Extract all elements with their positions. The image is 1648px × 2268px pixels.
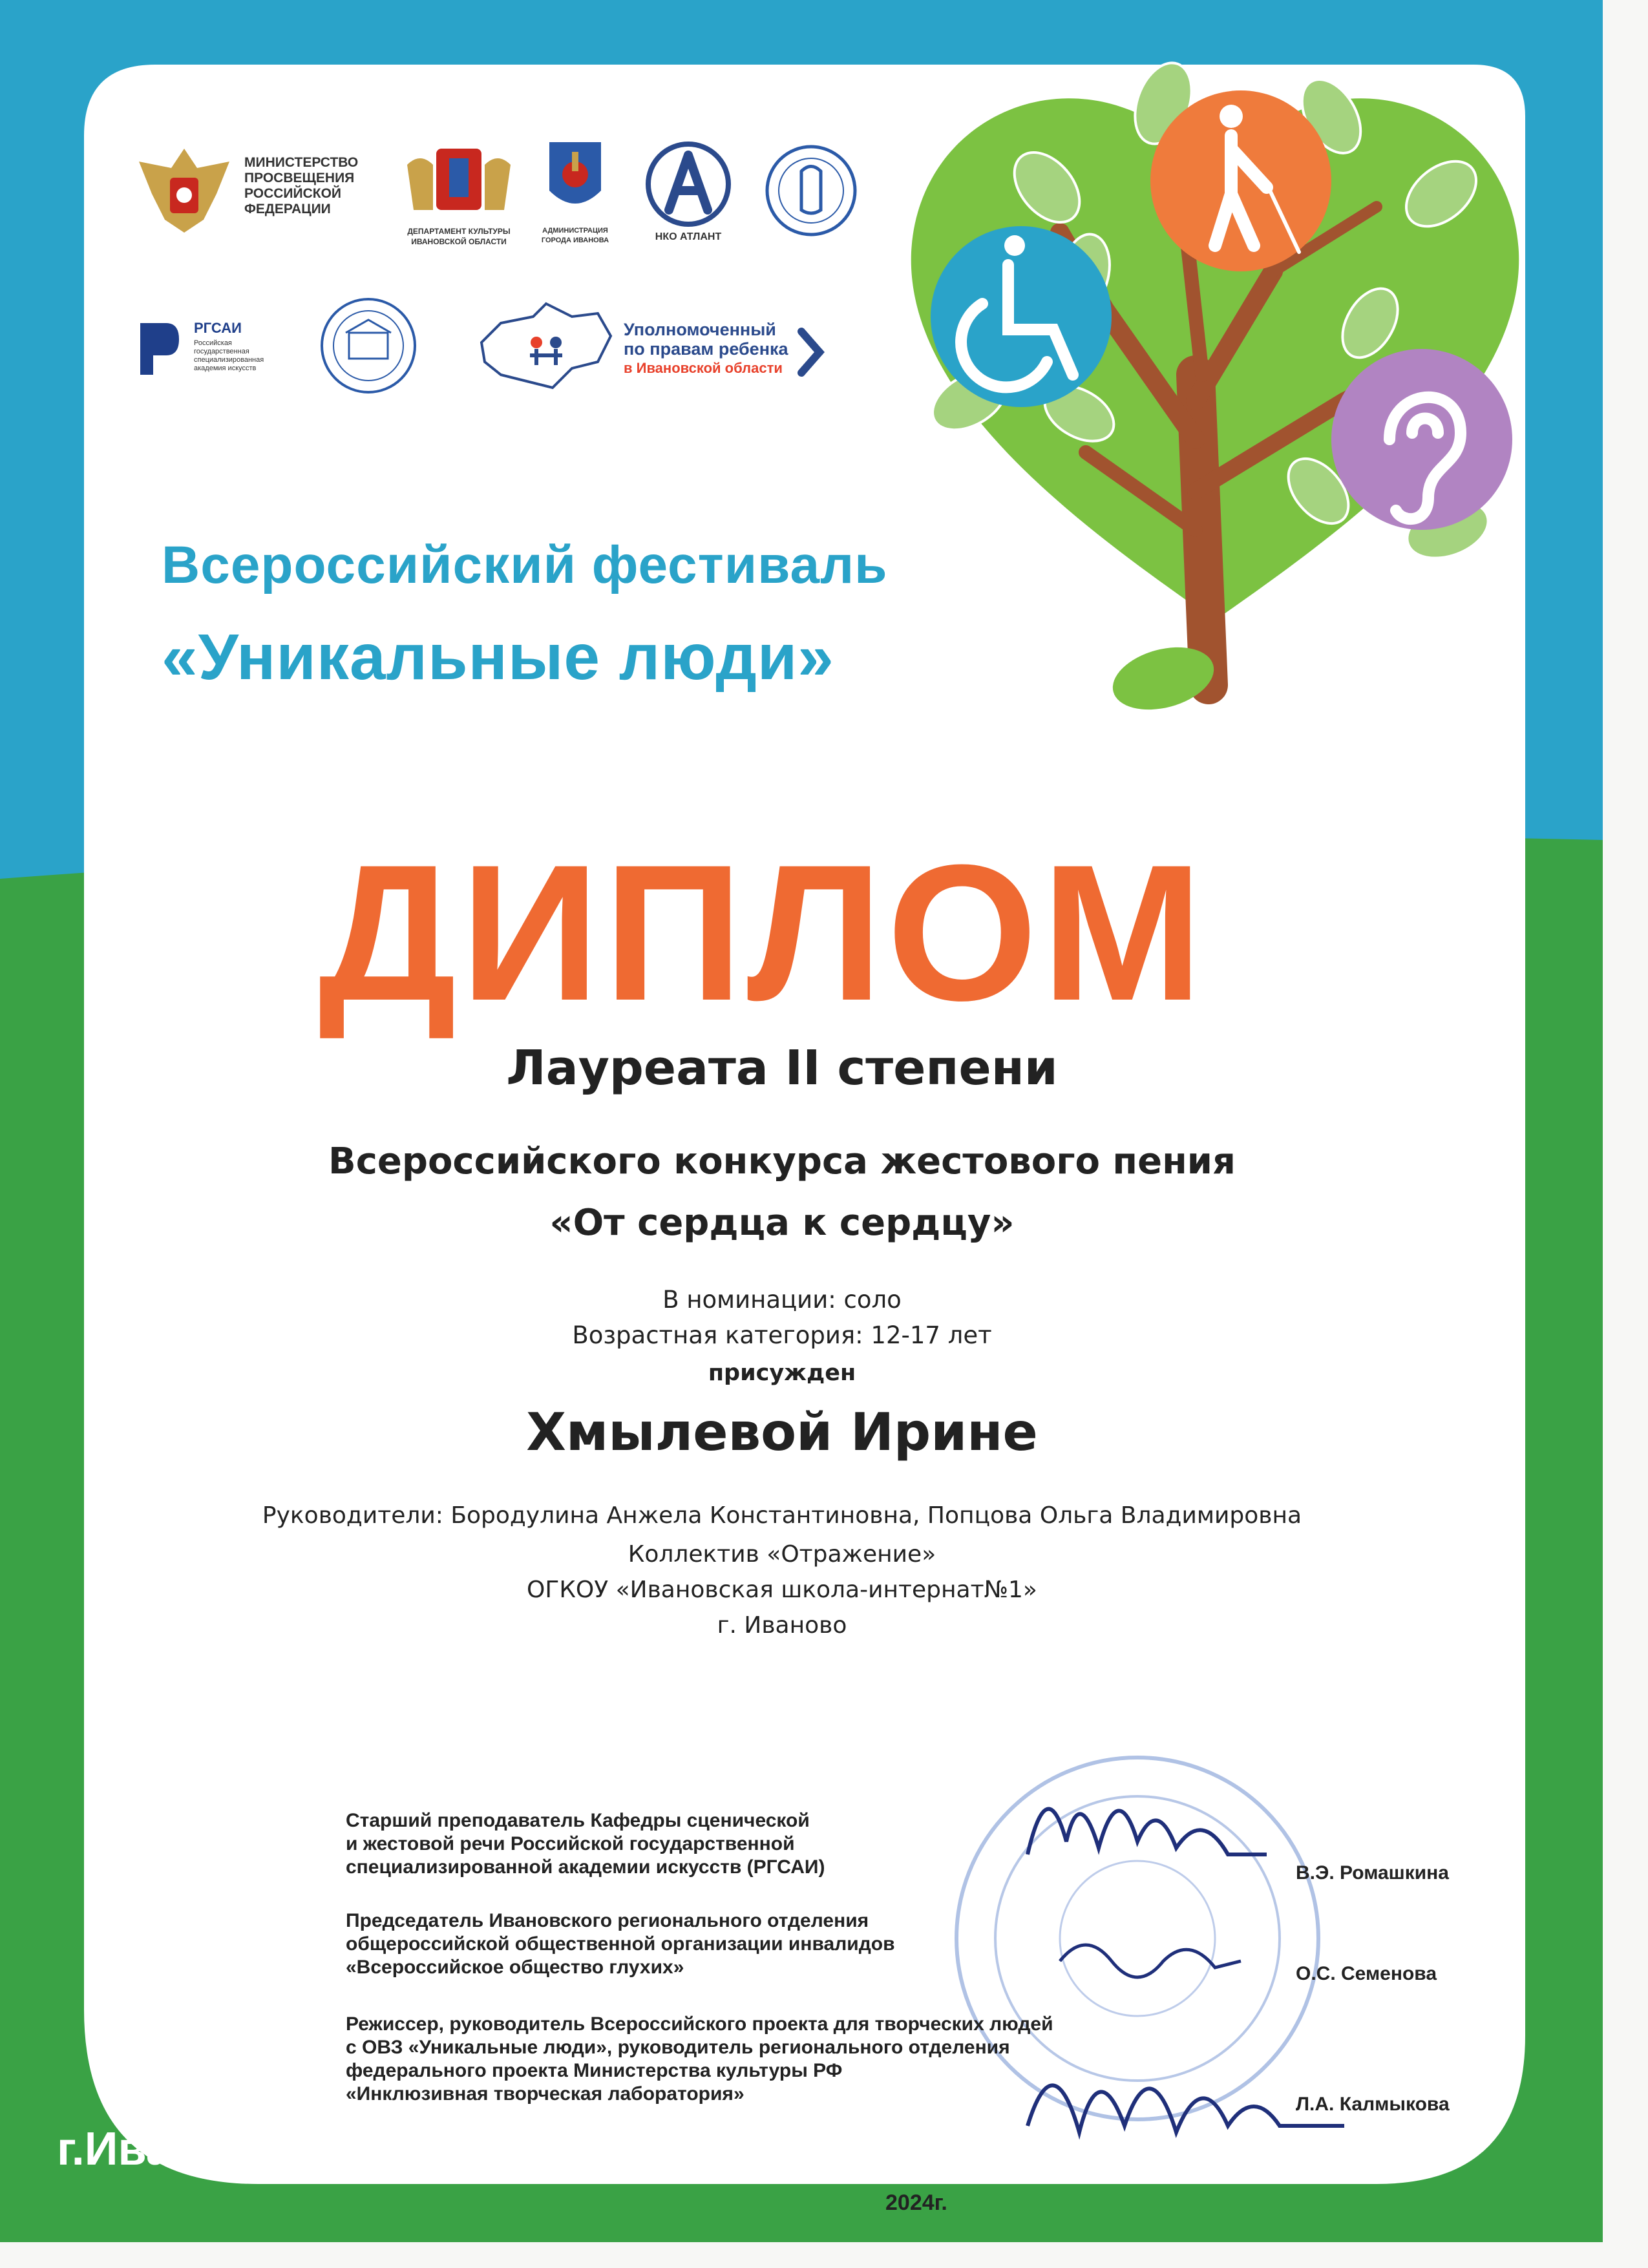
- signatory-3-position: Режиссер, руководитель Всероссийского проекта для творческих людей с ОВЗ «Уникальные люди», руководитель регионального отделения федерального проекта Министерства культуры РФ «Инклюзивная творческая лаборатория»: [346, 2013, 1053, 2105]
- rgsai-logo-label: РГСАИ: [194, 320, 242, 336]
- dept-culture-logo-text: ДЕПАРТАМЕНТ КУЛЬТУРЫ ИВАНОВСКОЙ ОБЛАСТИ: [407, 227, 511, 246]
- rgsai-logo-icon: [137, 320, 182, 378]
- ministry-logo-text: МИНИСТЕРСТВО ПРОСВЕЩЕНИЯ РОССИЙСКОЙ ФЕДЕРАЦИИ: [244, 155, 359, 216]
- deaf-circle: [1331, 349, 1512, 530]
- signatory-2-position: Председатель Ивановского регионального отделения общероссийской общественной организации инвалидов «Всероссийское общество глухих»: [346, 1910, 895, 1978]
- leaders-text: Руководители: Бородулина Анжела Константиновна, Попцова Ольга Владимировна: [262, 1502, 1302, 1529]
- ombudsman-logo-text: Уполномоченный по правам ребенка в Ивановской области: [624, 320, 788, 376]
- nko-atlant-logo-icon: [643, 139, 734, 229]
- school-text: ОГКОУ «Ивановская школа-интернат№1»: [527, 1577, 1037, 1603]
- ivanovo-region-coat-icon: [401, 139, 517, 223]
- footer-city: г.Иваново: [57, 2123, 285, 2175]
- contest-name-text: «От сердца к сердцу»: [549, 1202, 1015, 1244]
- diploma-title: ДИПЛОМ: [318, 824, 1207, 1041]
- city-text: г. Иваново: [717, 1612, 847, 1639]
- region-map-icon: [475, 297, 617, 394]
- rgsai-logo-subtitle: Российская государственная специализированная академия искусств: [194, 339, 264, 372]
- admin-logo-text: АДМИНИСТРАЦИЯ ГОРОДА ИВАНОВА: [541, 227, 609, 244]
- signatory-1-position: Старший преподаватель Кафедры сценической и жестовой речи Российской государственной специализированной академии искусств (РГСАИ): [346, 1810, 825, 1878]
- chevron-right-icon: [796, 326, 825, 378]
- signatory-3-name: Л.А. Калмыкова: [1296, 2094, 1450, 2115]
- contest-text: Всероссийского конкурса жестового пения: [328, 1140, 1236, 1182]
- festival-title-line2: «Уникальные люди»: [162, 621, 834, 693]
- signature-2: [1047, 1922, 1254, 2000]
- collective-text: Коллектив «Отражение»: [628, 1541, 936, 1568]
- ivanovo-city-coat-icon: [546, 139, 604, 216]
- festival-title-line1: Всероссийский фестиваль: [162, 536, 888, 594]
- degree-text: Лауреата II степени: [506, 1040, 1058, 1096]
- awarded-text: присужден: [708, 1360, 856, 1386]
- signatory-2-name: О.С. Семенова: [1296, 1963, 1437, 1984]
- footer-year: 2024г.: [885, 2190, 947, 2215]
- age-category-text: Возрастная категория: 12-17 лет: [572, 1321, 992, 1349]
- recipient-name: Хмылевой Ирине: [526, 1402, 1038, 1462]
- nomination-text: В номинации: соло: [662, 1286, 902, 1314]
- signature-1: [1008, 1758, 1280, 1887]
- nko-atlant-label: НКО АТЛАНТ: [655, 231, 722, 242]
- culture-center-seal-icon: [763, 142, 860, 239]
- university-seal-icon: [317, 294, 420, 397]
- eagle-emblem-icon: [132, 142, 236, 239]
- tree-illustration: [892, 39, 1538, 724]
- signatory-1-name: В.Э. Ромашкина: [1296, 1862, 1449, 1884]
